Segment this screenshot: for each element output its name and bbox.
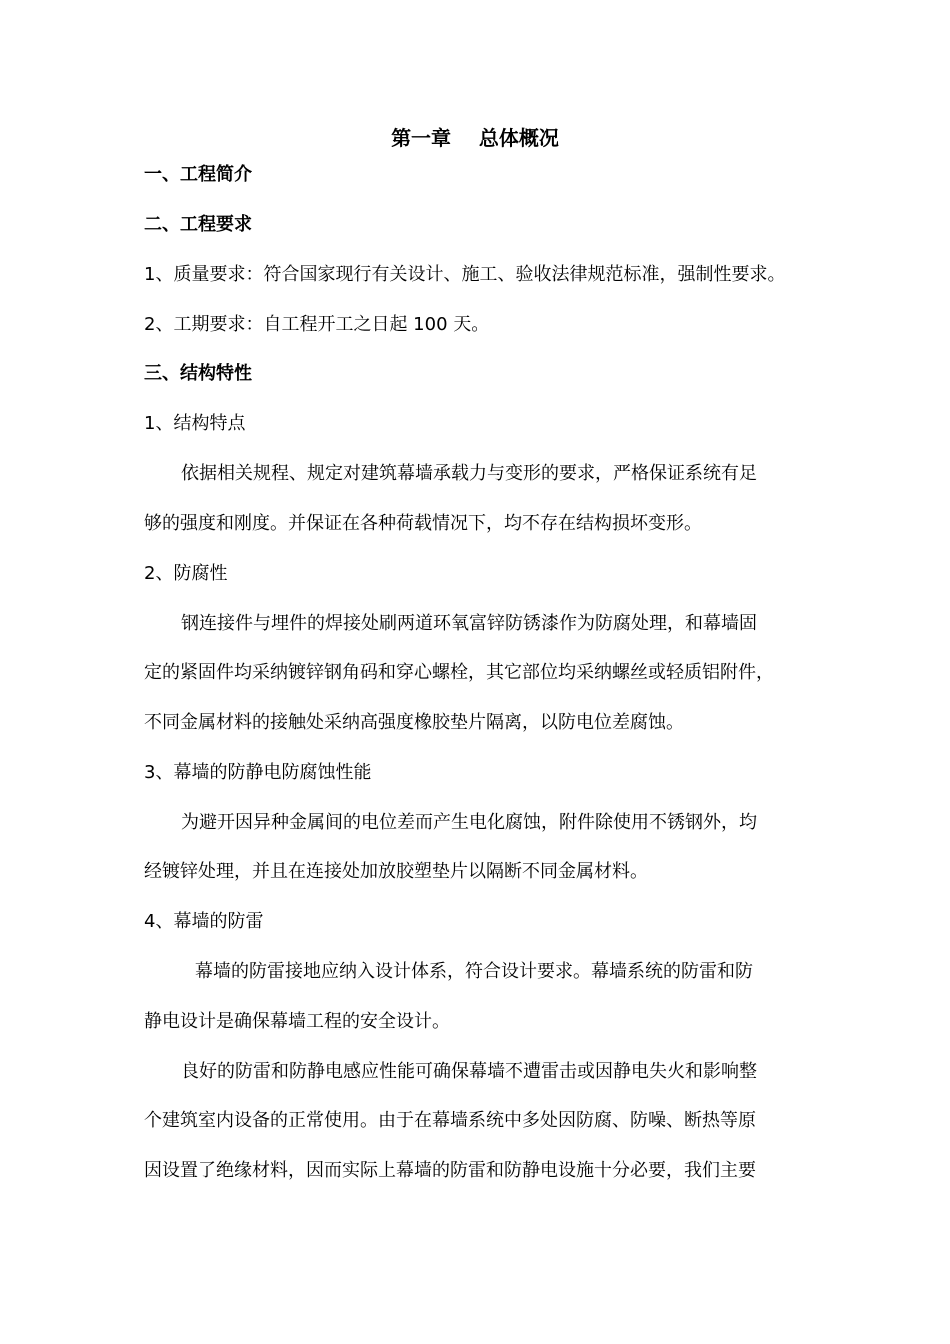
subheading-lightning-protection: 4、幕墙的防雷 [144,911,264,932]
paragraph-line: 钢连接件与埋件的焊接处刷两道环氧富锌防锈漆作为防腐处理，和幕墙固 [181,613,757,634]
paragraph-line: 为避开因异种金属间的电位差而产生电化腐蚀，附件除使用不锈钢外，均 [181,812,757,833]
subheading-corrosion-resistance: 2、防腐性 [144,563,228,584]
paragraph-line: 经镀锌处理，并且在连接处加放胶塑垫片以隔断不同金属材料。 [144,861,648,882]
paragraph-line: 2、工期要求：自工程开工之日起 100 天。 [144,314,490,335]
subheading-structural-characteristics: 1、结构特点 [144,413,246,434]
paragraph-line: 个建筑室内设备的正常使用。由于在幕墙系统中多处因防腐、防噪、断热等原 [144,1110,756,1131]
paragraph-line: 幕墙的防雷接地应纳入设计体系，符合设计要求。幕墙系统的防雷和防 [195,961,753,982]
section-heading-project-requirements: 二、工程要求 [144,214,252,235]
paragraph-line: 依据相关规程、规定对建筑幕墙承载力与变形的要求，严格保证系统有足 [181,463,757,484]
paragraph-line: 1、质量要求：符合国家现行有关设计、施工、验收法律规范标准，强制性要求。 [144,264,786,285]
paragraph-line: 不同金属材料的接触处采纳高强度橡胶垫片隔离，以防电位差腐蚀。 [144,712,684,733]
section-heading-project-intro: 一、工程简介 [144,164,252,185]
subheading-antistatic-anticorrosion: 3、幕墙的防静电防腐蚀性能 [144,762,372,783]
section-heading-structural-features: 三、结构特性 [144,363,252,384]
paragraph-line: 够的强度和刚度。并保证在各种荷载情况下，均不存在结构损坏变形。 [144,513,702,534]
paragraph-line: 定的紧固件均采纳镀锌钢角码和穿心螺栓，其它部位均采纳螺丝或轻质铝附件， [144,662,774,683]
paragraph-line: 因设置了绝缘材料，因而实际上幕墙的防雷和防静电设施十分必要，我们主要 [144,1160,756,1181]
chapter-title: 第一章 总体概况 [391,126,559,150]
paragraph-line: 良好的防雷和防静电感应性能可确保幕墙不遭雷击或因静电失火和影响整 [181,1061,757,1082]
paragraph-line: 静电设计是确保幕墙工程的安全设计。 [144,1011,450,1032]
